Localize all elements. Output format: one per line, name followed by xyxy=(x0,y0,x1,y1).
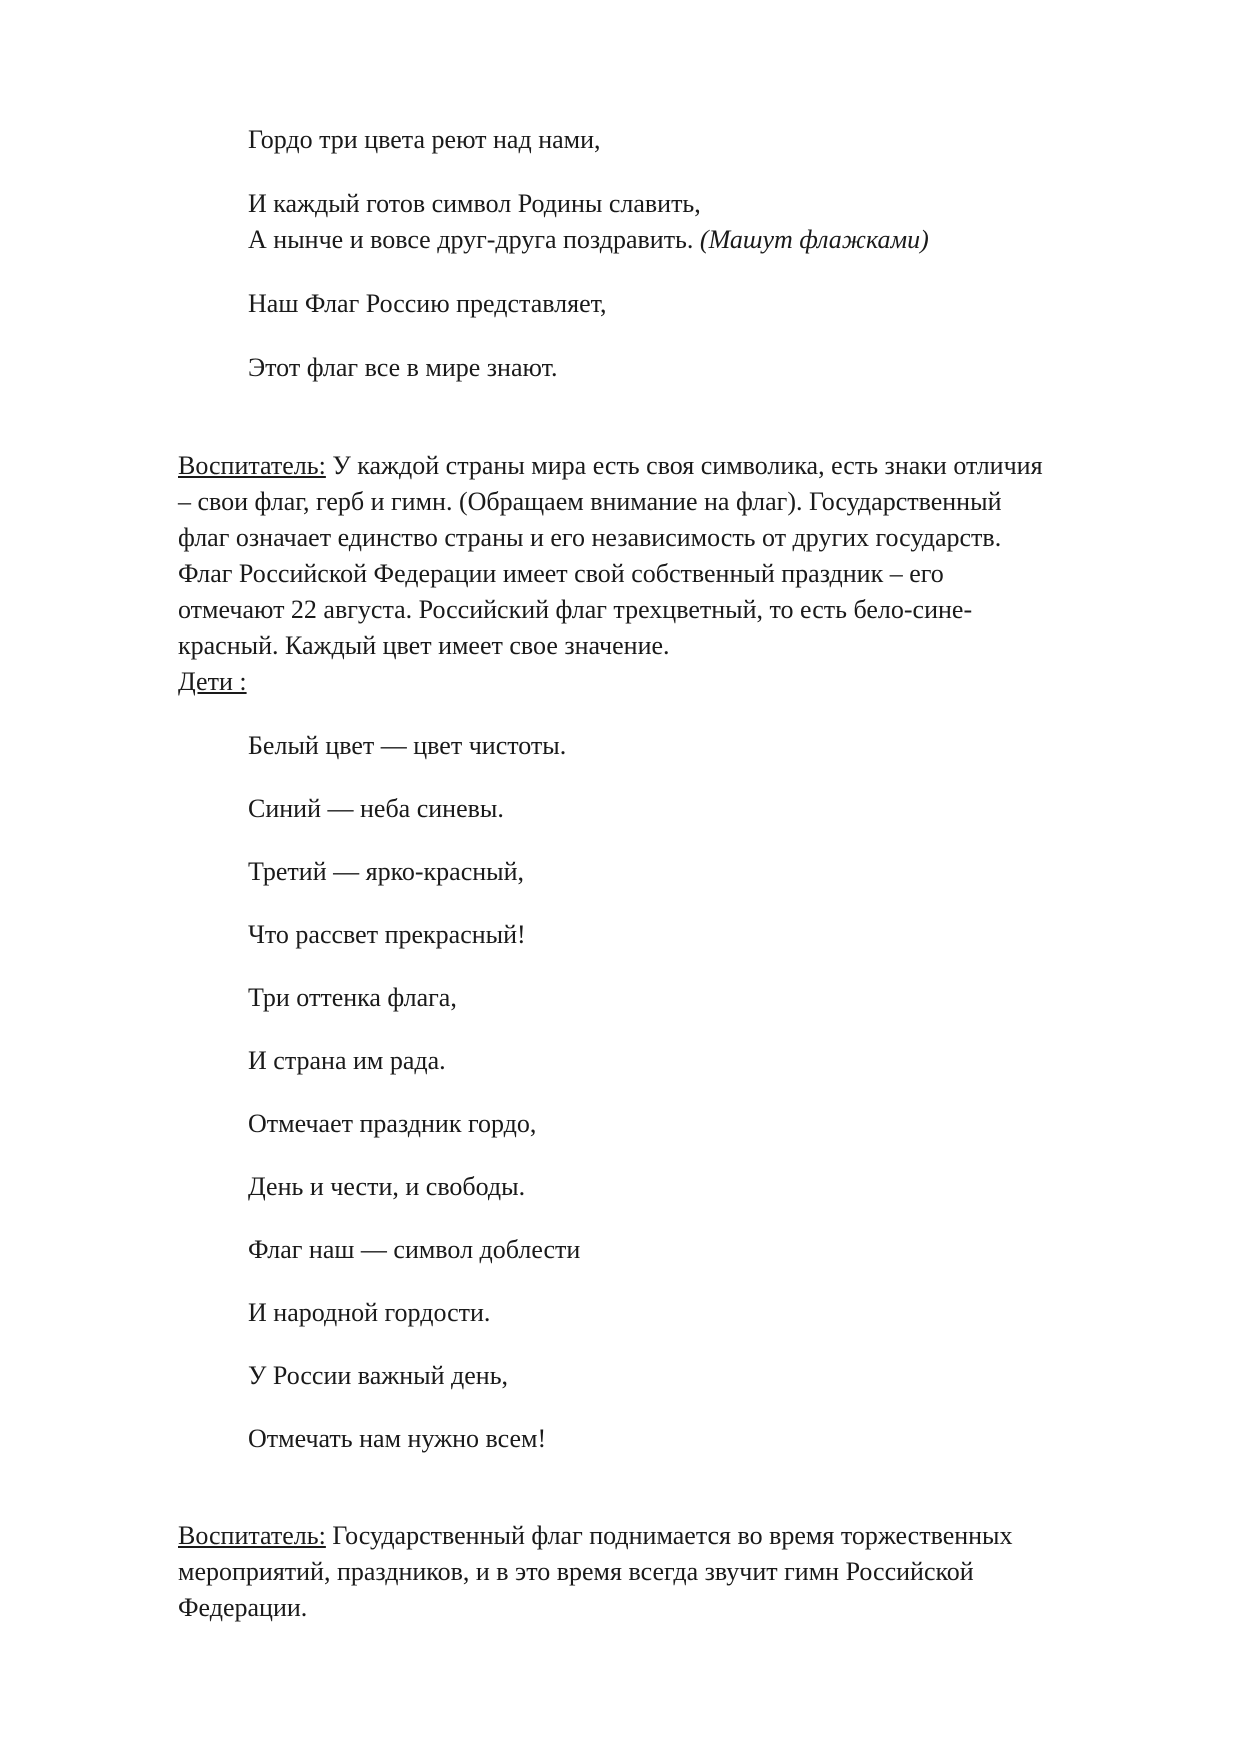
poem1-line-4: Наш Флаг Россию представляет, xyxy=(248,289,607,318)
poem2-line: Отмечает праздник гордо, xyxy=(248,1109,537,1138)
poem2-line: Отмечать нам нужно всем! xyxy=(248,1424,547,1453)
para2-line-3: Федерации. xyxy=(178,1593,308,1622)
speaker-label: Воспитатель: xyxy=(178,1521,326,1550)
stage-direction: (Машут флажками) xyxy=(699,225,929,254)
para1-line-1 xyxy=(178,448,1043,484)
para1-line-2: – свои флаг, герб и гимн. (Обращаем внимание на флаг). Государственный xyxy=(178,487,1002,516)
para2-line-1 xyxy=(178,1518,1013,1554)
poem2-line: Белый цвет — цвет чистоты. xyxy=(248,731,567,760)
poem2-line: Три оттенка флага, xyxy=(248,983,457,1012)
poem1-line-3 xyxy=(248,222,929,258)
para1-line-4: Флаг Российской Федерации имеет свой собственный праздник – его xyxy=(178,559,944,588)
para2-line-2: мероприятий, праздников, и в это время всегда звучит гимн Российской xyxy=(178,1557,974,1586)
poem1-line-1: Гордо три цвета реют над нами, xyxy=(248,125,601,154)
para2-line-1-text: Государственный флаг поднимается во время торжественных xyxy=(325,1521,1013,1550)
para1-line-3: флаг означает единство страны и его независимость от других государств. xyxy=(178,523,1002,552)
poem2-line: День и чести, и свободы. xyxy=(248,1172,526,1201)
para1-line-6: красный. Каждый цвет имеет свое значение. xyxy=(178,631,670,660)
poem2-line: У России важный день, xyxy=(248,1361,509,1390)
children-label: Дети : xyxy=(178,667,247,696)
poem2-line: Что рассвет прекрасный! xyxy=(248,920,526,949)
poem2-line: И страна им рада. xyxy=(248,1046,446,1075)
poem2-line: Синий — неба синевы. xyxy=(248,794,504,823)
poem2-line: Флаг наш — символ доблести xyxy=(248,1235,581,1264)
para1-line-1-text: У каждой страны мира есть своя символика, есть знаки отличия xyxy=(325,451,1043,480)
poem1-line-3-text: А нынче и вовсе друг-друга поздравить. xyxy=(248,225,694,254)
poem2-line: И народной гордости. xyxy=(248,1298,491,1327)
speaker-label: Воспитатель: xyxy=(178,451,326,480)
poem1-line-5: Этот флаг все в мире знают. xyxy=(248,353,558,382)
para1-line-5: отмечают 22 августа. Российский флаг трехцветный, то есть бело-сине- xyxy=(178,595,973,624)
poem2-line: Третий — ярко-красный, xyxy=(248,857,525,886)
poem1-line-2: И каждый готов символ Родины славить, xyxy=(248,189,701,218)
